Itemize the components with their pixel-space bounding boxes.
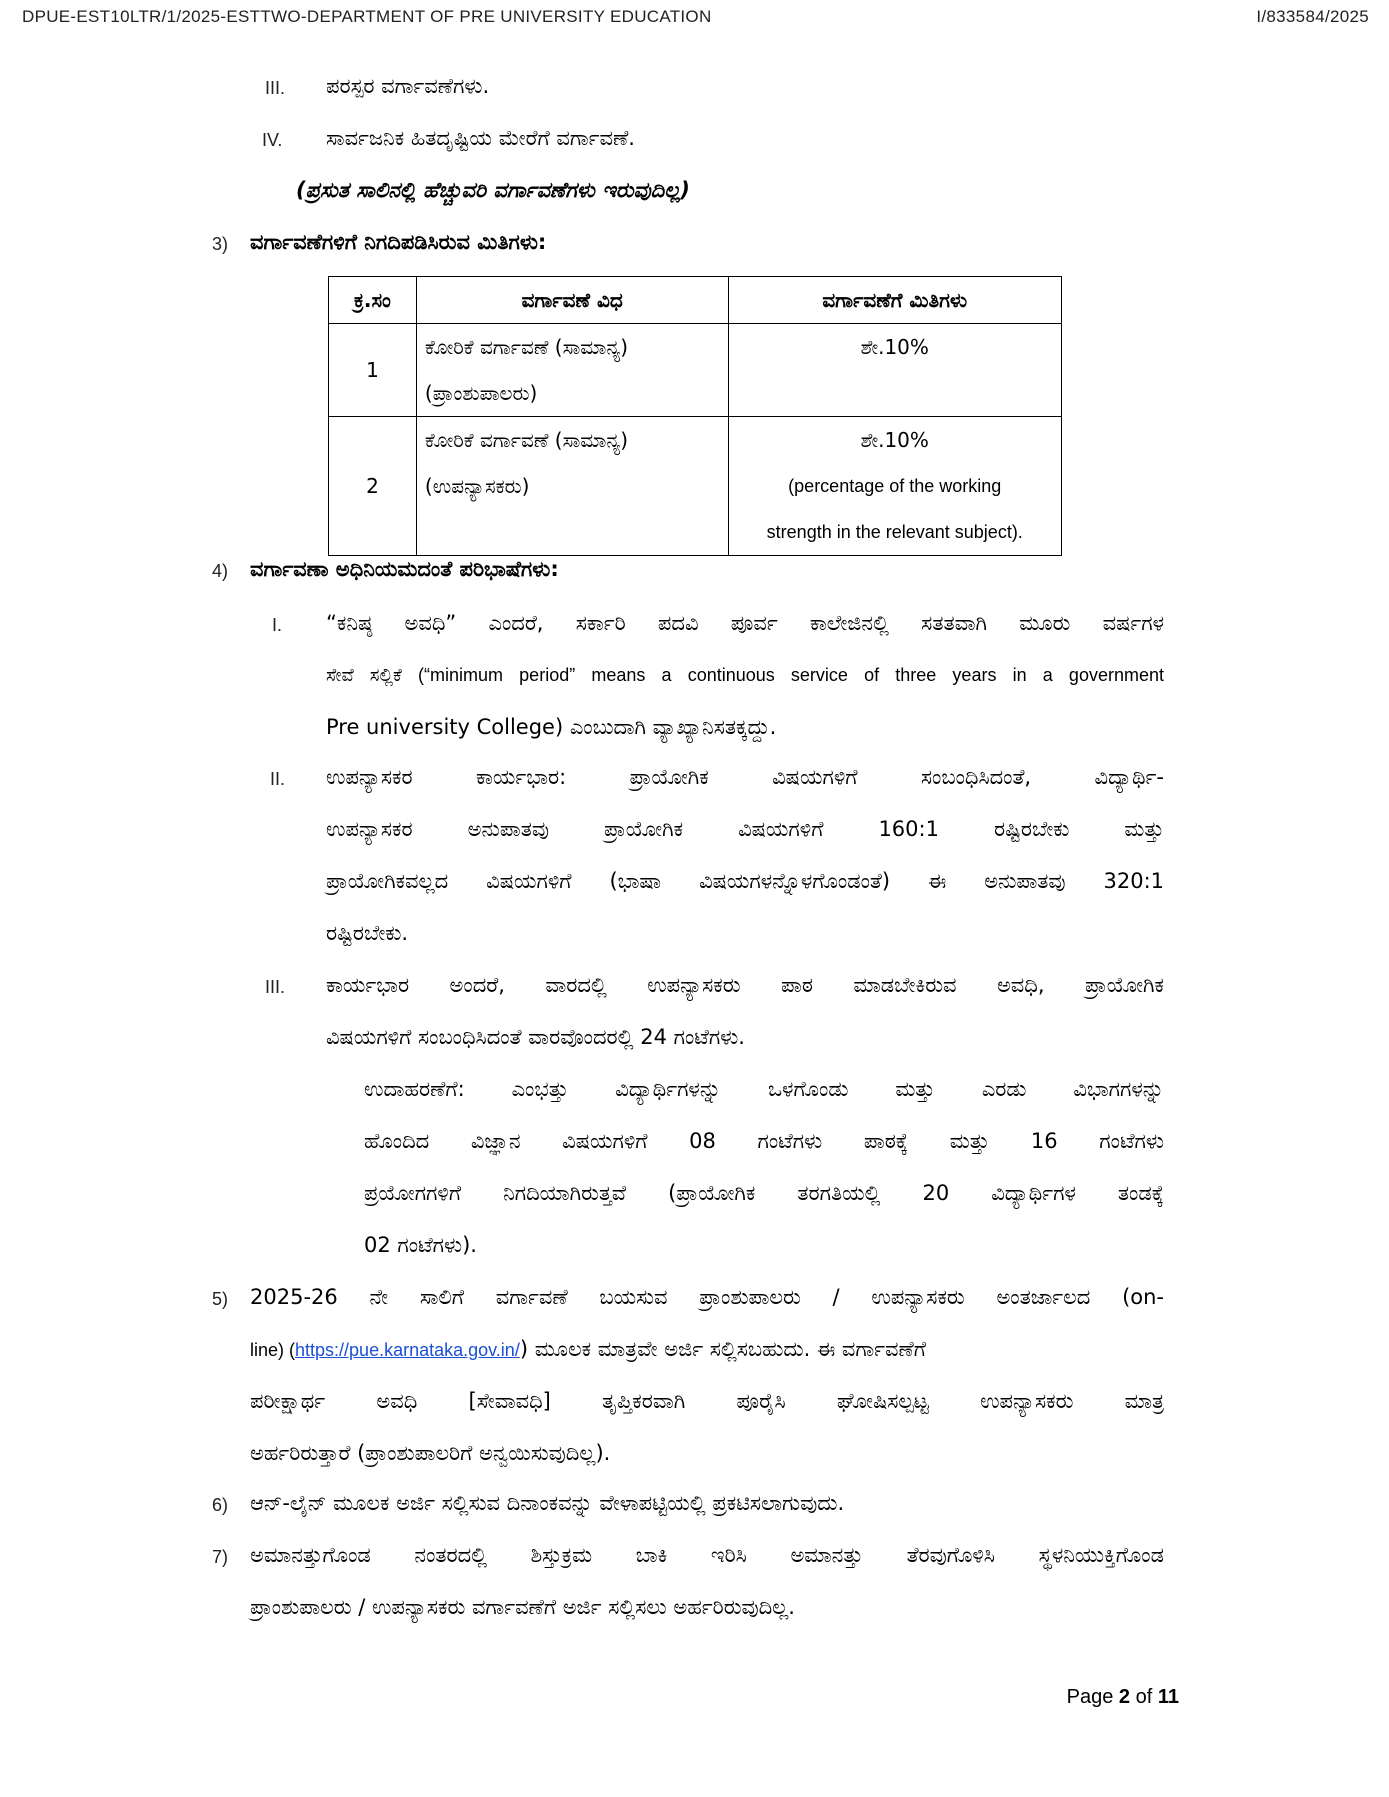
section-line: ಅರ್ಹರಿರುತ್ತಾರೆ (ಪ್ರಾಂಶುಪಾಲರಿಗೆ ಅನ್ವಯಿಸುವುದಿಲ್ಲ). — [250, 1441, 611, 1465]
section-line: ಅಮಾನತ್ತುಗೊಂಡ ನಂತರದಲ್ಲಿ ಶಿಸ್ತುಕ್ರಮ ಬಾಕಿ ಇರಿಸಿ ಅಮಾನತ್ತು ತೆರವುಗೊಳಿಸಿ ಸ್ಥಳನಿಯುಕ್ತಿಗೊಂಡ — [250, 1543, 1164, 1567]
item-line: ವಿಷಯಗಳಿಗೆ ಸಂಬಂಧಿಸಿದಂತೆ ವಾರವೊಂದರಲ್ಲಿ 24 ಗಂಟೆಗಳು. — [326, 1025, 745, 1049]
item-line: ಉಪನ್ಯಾಸಕರ ಕಾರ್ಯಭಾರ: ಪ್ರಾಯೋಗಿಕ ವಿಷಯಗಳಿಗೆ ಸಂಬಂಧಿಸಿದಂತೆ, ವಿದ್ಯಾರ್ಥಿ- — [326, 765, 1164, 789]
item-line: Pre university College) ಎಂಬುದಾಗಿ ವ್ಯಾಖ್ಯಾನಿಸತಕ್ಕದ್ದು. — [326, 715, 777, 739]
transfer-limits-table — [328, 276, 1062, 556]
section-number: 5) — [212, 1289, 229, 1309]
item-number: I. — [272, 615, 283, 635]
cell-line: (ಉಪನ್ಯಾಸಕರು) — [424, 474, 530, 498]
total-pages: 11 — [1157, 1686, 1179, 1708]
transfer-type-cell — [416, 417, 728, 556]
portal-link[interactable]: https://pue.karnataka.gov.in/ — [295, 1340, 520, 1360]
column-header: ವರ್ಗಾವಣೆಗೆ ಮಿತಿಗಳು — [728, 277, 1062, 324]
example-line: ಉದಾಹರಣೆಗೆ: ಎಂಭತ್ತು ವಿದ್ಯಾರ್ಥಿಗಳನ್ನು ಒಳಗೊಂಡು ಮತ್ತು ಎರಡು ವಿಭಾಗಗಳನ್ನು — [364, 1077, 1164, 1101]
section-number: 4) — [212, 561, 229, 581]
item-line: ಕಾರ್ಯಭಾರ ಅಂದರೆ, ವಾರದಲ್ಲಿ ಉಪನ್ಯಾಸಕರು ಪಾಠ ಮಾಡಬೇಕಿರುವ ಅವಧಿ, ಪ್ರಾಯೋಗಿಕ — [326, 973, 1164, 997]
of-label: of — [1135, 1686, 1153, 1708]
note-text: (ಪ್ರಸುತ ಸಾಲಿನಲ್ಲಿ ಹೆಚ್ಚುವರಿ ವರ್ಗಾವಣೆಗಳು ಇರುವುದಿಲ್ಲ) — [296, 178, 690, 202]
current-page: 2 — [1118, 1686, 1131, 1708]
column-header: ಕ್ರ.ಸಂ — [329, 277, 417, 324]
item-text: ಸಾರ್ವಜನಿಕ ಹಿತದೃಷ್ಟಿಯ ಮೇರೆಗೆ ವರ್ಗಾವಣೆ. — [326, 126, 635, 150]
section-line: ಪ್ರಾಂಶುಪಾಲರು / ಉಪನ್ಯಾಸಕರು ವರ್ಗಾವಣೆಗೆ ಅರ್ಜಿ ಸಲ್ಲಿಸಲು ಅರ್ಹರಿರುವುದಿಲ್ಲ. — [250, 1595, 795, 1619]
section-number: 7) — [212, 1547, 229, 1567]
section-number: 6) — [212, 1495, 229, 1515]
item-line: ಸೇವೆ ಸಲ್ಲಿಕೆ (“minimum period” means a continuous service of three years in a government — [326, 665, 1164, 685]
serial-cell: 2 — [329, 417, 417, 556]
item-number: IV. — [262, 130, 283, 150]
page-label: Page — [1066, 1686, 1114, 1708]
item-number: III. — [265, 977, 286, 997]
section-title: ವರ್ಗಾವಣೆಗಳಿಗೆ ನಿಗದಿಪಡಿಸಿರುವ ಮಿತಿಗಳು: — [250, 230, 547, 254]
item-number: II. — [270, 769, 286, 789]
column-header: ವರ್ಗಾವಣೆ ವಿಧ — [416, 277, 728, 324]
doc-reference: DPUE-EST10LTR/1/2025-ESTTWO-DEPARTMENT OF PRE UNIVERSITY EDUCATION — [22, 7, 712, 26]
table-row — [329, 324, 1062, 417]
table-row — [329, 417, 1062, 556]
inward-number: I/833584/2025 — [1256, 7, 1369, 26]
item-line: ರಷ್ಟಿರಬೇಕು. — [326, 921, 409, 945]
section-line — [250, 1335, 926, 1364]
example-line: 02 ಗಂಟೆಗಳು). — [364, 1233, 477, 1257]
item-line: “ಕನಿಷ್ಠ ಅವಧಿ” ಎಂದರೆ, ಸರ್ಕಾರಿ ಪದವಿ ಪೂರ್ವ ಕಾಲೇಜಿನಲ್ಲಿ ಸತತವಾಗಿ ಮೂರು ವರ್ಷಗಳ — [326, 611, 1164, 635]
item-number: III. — [265, 78, 286, 98]
cell-line: (ಪ್ರಾಂಶುಪಾಲರು) — [424, 381, 538, 405]
cell-line: ಶೇ.10% — [860, 335, 929, 359]
cell-line: ಶೇ.10% — [860, 428, 929, 452]
section-line: ಪರೀಕ್ಷಾರ್ಥ ಅವಧಿ [ಸೇವಾವಧಿ] ತೃಪ್ತಿಕರವಾಗಿ ಪೂರೈಸಿ ಘೋಷಿಸಲ್ಪಟ್ಟ ಉಪನ್ಯಾಸಕರು ಮಾತ್ರ — [250, 1389, 1164, 1413]
transfer-type-cell — [416, 324, 728, 417]
item-line: ಪ್ರಾಯೋಗಿಕವಲ್ಲದ ವಿಷಯಗಳಿಗೆ (ಭಾಷಾ ವಿಷಯಗಳನ್ನೊಳಗೊಂಡಂತೆ) ಈ ಅನುಪಾತವು 320:1 — [326, 869, 1164, 893]
cell-line: ಕೋರಿಕೆ ವರ್ಗಾವಣೆ (ಸಾಮಾನ್ಯ) — [424, 335, 629, 359]
page-number — [1067, 1686, 1179, 1709]
section-line: ಆನ್-ಲೈನ್ ಮೂಲಕ ಅರ್ಜಿ ಸಲ್ಲಿಸುವ ದಿನಾಂಕವನ್ನು ವೇಳಾಪಟ್ಟಿಯಲ್ಲಿ ಪ್ರಕಟಿಸಲಾಗುವುದು. — [250, 1491, 845, 1515]
example-line: ಹೊಂದಿದ ವಿಜ್ಞಾನ ವಿಷಯಗಳಿಗೆ 08 ಗಂಟೆಗಳು ಪಾಠಕ್ಕೆ ಮತ್ತು 16 ಗಂಟೆಗಳು — [364, 1129, 1164, 1153]
cell-line: (percentage of the working — [788, 476, 1002, 496]
serial-cell: 1 — [329, 324, 417, 417]
table-header-row — [329, 277, 1062, 324]
cell-line: ಕೋರಿಕೆ ವರ್ಗಾವಣೆ (ಸಾಮಾನ್ಯ) — [424, 428, 629, 452]
item-text: ಪರಸ್ಪರ ವರ್ಗಾವಣೆಗಳು. — [326, 74, 490, 98]
item-line: ಉಪನ್ಯಾಸಕರ ಅನುಪಾತವು ಪ್ರಾಯೋಗಿಕ ವಿಷಯಗಳಿಗೆ 160:1 ರಷ್ಟಿರಬೇಕು ಮತ್ತು — [326, 817, 1164, 841]
section-line: 2025-26 ನೇ ಸಾಲಿಗೆ ವರ್ಗಾವಣೆ ಬಯಸುವ ಪ್ರಾಂಶುಪಾಲರು / ಉಪನ್ಯಾಸಕರು ಅಂತರ್ಜಾಲದ (on- — [250, 1285, 1164, 1309]
text-fragment: line) ( — [250, 1340, 296, 1360]
cell-line: strength in the relevant subject). — [766, 522, 1023, 542]
example-line: ಪ್ರಯೋಗಗಳಿಗೆ ನಿಗದಿಯಾಗಿರುತ್ತವೆ (ಪ್ರಾಯೋಗಿಕ ತರಗತಿಯಲ್ಲಿ 20 ವಿದ್ಯಾರ್ಥಿಗಳ ತಂಡಕ್ಕೆ — [364, 1181, 1164, 1205]
text-fragment: ) ಮೂಲಕ ಮಾತ್ರವೇ ಅರ್ಜಿ ಸಲ್ಲಿಸಬಹುದು. ಈ ವರ್ಗಾವಣೆಗೆ — [519, 1337, 926, 1361]
limit-cell — [728, 324, 1062, 417]
section-title: ವರ್ಗಾವಣಾ ಅಧಿನಿಯಮದಂತೆ ಪರಿಭಾಷೆಗಳು: — [250, 557, 559, 581]
limit-cell — [728, 417, 1062, 556]
section-number: 3) — [212, 234, 229, 254]
